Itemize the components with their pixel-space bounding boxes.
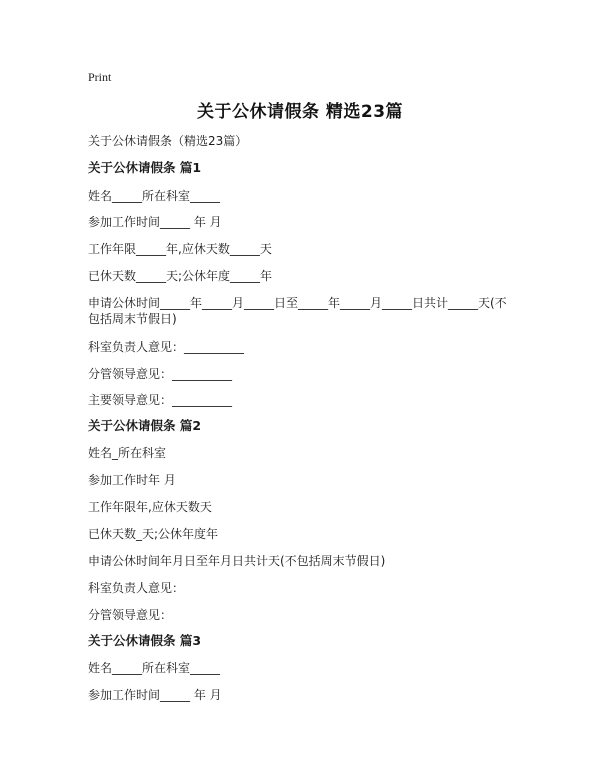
field-work-start: 参加工作时间_____ 年 月 (88, 215, 222, 229)
field-chief-opinion: 主要领导意见：__________ (88, 393, 233, 407)
field-dept-head-opinion: 科室负责人意见：__________ (88, 340, 245, 354)
field-work-start: 参加工作时间_____ 年 月 (88, 688, 222, 702)
field-supervisor-opinion: 分管领导意见：__________ (88, 367, 233, 381)
section-heading-3: 关于公休请假条 篇3 (88, 633, 202, 648)
section-heading-2: 关于公休请假条 篇2 (88, 418, 202, 433)
field-dept-head-opinion: 科室负责人意见： (88, 581, 185, 595)
field-rested-days: 已休天数_天;公休年度年 (88, 527, 219, 541)
field-supervisor-opinion: 分管领导意见： (88, 608, 173, 622)
field-apply-period: 申请公休时间_____年_____月_____日至_____年_____月_____日共计_____天(不包括周末节假日) (88, 296, 507, 326)
field-name-dept: 姓名_所在科室 (88, 446, 167, 460)
page-title: 关于公休请假条 精选23篇 (196, 102, 404, 122)
field-name-dept: 姓名_____所在科室_____ (88, 661, 221, 675)
field-apply-period: 申请公休时间年月日至年月日共计天(不包括周末节假日) (88, 554, 386, 568)
field-name-dept: 姓名_____所在科室_____ (88, 189, 221, 203)
print-label: Print (88, 70, 112, 84)
field-rested-days: 已休天数_____天;公休年度_____年 (88, 269, 273, 283)
field-work-start: 参加工作时年 月 (88, 473, 176, 487)
field-years-rest: 工作年限年,应休天数天 (88, 500, 212, 514)
field-years-rest: 工作年限_____年,应休天数_____天 (88, 242, 272, 256)
document-subtitle: 关于公休请假条（精选23篇） (88, 134, 248, 148)
section-heading-1: 关于公休请假条 篇1 (88, 160, 202, 175)
